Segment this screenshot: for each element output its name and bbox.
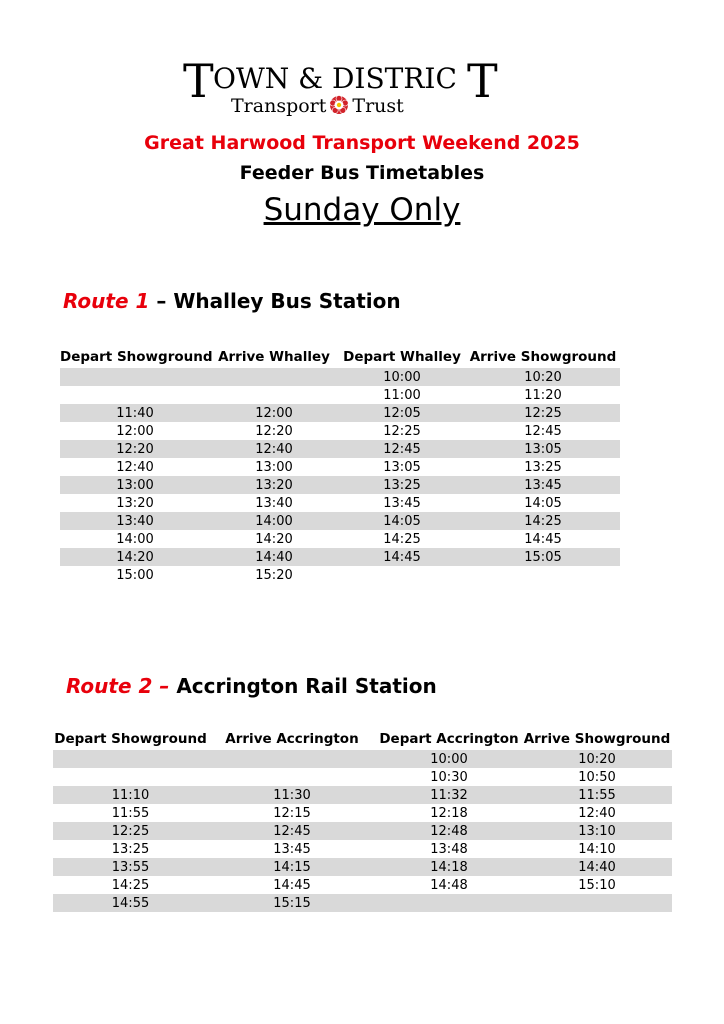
time-cell: 13:40	[60, 512, 210, 530]
time-cell: 13:45	[383, 495, 421, 511]
time-cell: 14:40	[522, 858, 672, 876]
column-header: Arrive Showground	[523, 731, 671, 747]
time-cell: 11:00	[383, 387, 421, 403]
time-cell: 12:18	[430, 805, 468, 821]
time-cell: 11:55	[111, 805, 150, 821]
time-cell: 14:25	[383, 531, 421, 547]
time-cell: 11:20	[524, 387, 562, 403]
logo-trust: Trust	[352, 95, 404, 117]
time-cell: 12:20	[60, 440, 210, 458]
time-cell: 11:10	[53, 786, 208, 804]
time-cell: 15:05	[466, 548, 620, 566]
time-cell: 15:15	[208, 894, 376, 912]
timetable-row	[53, 876, 672, 894]
time-cell: 14:15	[208, 858, 376, 876]
time-cell: 13:25	[111, 841, 150, 857]
logo-final: T	[467, 54, 498, 108]
timetable-row	[53, 804, 672, 822]
column-header: Depart Accrington	[379, 731, 519, 747]
time-cell	[210, 386, 338, 404]
time-cell: 13:00	[60, 476, 210, 494]
timetable-row	[60, 440, 620, 458]
time-cell: 14:18	[376, 858, 522, 876]
timetable-row	[60, 458, 620, 476]
time-cell: 12:20	[255, 423, 293, 439]
document-title: Feeder Bus Timetables	[239, 162, 485, 184]
time-cell: 12:45	[524, 423, 562, 439]
time-cell: 14:25	[111, 877, 150, 893]
timetable-row	[60, 548, 620, 566]
time-cell: 12:45	[338, 440, 466, 458]
time-cell: 13:25	[524, 459, 562, 475]
time-cell: 12:00	[210, 404, 338, 422]
time-cell	[208, 768, 376, 786]
time-cell: 11:40	[60, 404, 210, 422]
time-cell	[208, 750, 376, 768]
time-cell	[376, 894, 522, 912]
timetable-row	[53, 894, 672, 912]
time-cell: 11:55	[522, 786, 672, 804]
timetable-header-row	[53, 728, 672, 750]
time-cell: 15:20	[255, 567, 293, 583]
logo-transport: Transport	[231, 95, 327, 117]
time-cell: 14:00	[116, 531, 154, 547]
timetable-row	[53, 768, 672, 786]
time-cell: 14:48	[430, 877, 468, 893]
route-1-timetable	[60, 346, 620, 584]
time-cell: 12:00	[116, 423, 154, 439]
time-cell: 13:05	[466, 440, 620, 458]
time-cell: 14:05	[524, 495, 562, 511]
timetable-row	[53, 750, 672, 768]
column-header: Arrive Whalley	[218, 349, 330, 365]
time-cell: 14:40	[210, 548, 338, 566]
time-cell: 13:45	[466, 476, 620, 494]
timetable-row	[60, 404, 620, 422]
column-header: Depart Showground	[60, 349, 213, 365]
time-cell	[210, 368, 338, 386]
route-label: Route 1	[63, 289, 150, 313]
time-cell: 13:25	[338, 476, 466, 494]
time-cell: 11:30	[208, 786, 376, 804]
time-cell: 15:10	[578, 877, 616, 893]
time-cell: 12:40	[210, 440, 338, 458]
time-cell: 10:50	[578, 769, 616, 785]
time-cell: 13:40	[255, 495, 293, 511]
time-cell: 13:55	[53, 858, 208, 876]
route-2-heading	[66, 674, 437, 698]
route-1-heading	[63, 289, 401, 313]
day-title: Sunday Only	[263, 192, 461, 228]
logo-line2	[231, 94, 404, 121]
timetable-row	[60, 422, 620, 440]
time-cell: 14:45	[338, 548, 466, 566]
time-cell: 13:20	[210, 476, 338, 494]
time-cell: 10:20	[466, 368, 620, 386]
time-cell: 10:30	[430, 769, 468, 785]
route-destination: Accrington Rail Station	[176, 674, 437, 698]
time-cell	[522, 894, 672, 912]
time-cell: 12:40	[116, 459, 154, 475]
timetable-row	[53, 822, 672, 840]
time-cell: 12:05	[338, 404, 466, 422]
column-header: Arrive Showground	[469, 349, 617, 365]
time-cell: 10:00	[376, 750, 522, 768]
time-cell	[53, 750, 208, 768]
time-cell: 13:45	[273, 841, 311, 857]
tudor-rose-icon	[329, 95, 349, 121]
time-cell: 12:15	[273, 805, 311, 821]
time-cell: 10:00	[338, 368, 466, 386]
logo-line1: OWN & DISTRIC	[213, 62, 457, 95]
time-cell: 14:05	[338, 512, 466, 530]
route-destination: Whalley Bus Station	[173, 289, 401, 313]
timetable-row	[60, 476, 620, 494]
time-cell	[60, 368, 210, 386]
time-cell: 14:45	[273, 877, 311, 893]
timetable-row	[53, 840, 672, 858]
time-cell: 12:25	[53, 822, 208, 840]
time-cell: 14:10	[578, 841, 616, 857]
column-header: Depart Whalley	[343, 349, 461, 365]
timetable-header-row	[60, 346, 620, 368]
column-header: Depart Showground	[54, 731, 207, 747]
time-cell: 14:55	[53, 894, 208, 912]
logo-initial: T	[183, 54, 214, 108]
time-cell: 13:00	[255, 459, 293, 475]
time-cell: 12:40	[578, 805, 616, 821]
time-cell: 13:10	[522, 822, 672, 840]
time-cell: 11:32	[376, 786, 522, 804]
time-cell	[60, 386, 210, 404]
event-title: Great Harwood Transport Weekend 2025	[144, 132, 580, 154]
time-cell: 12:45	[208, 822, 376, 840]
timetable-row	[60, 386, 620, 404]
time-cell	[53, 768, 208, 786]
route-2-timetable	[53, 728, 672, 912]
time-cell: 13:05	[383, 459, 421, 475]
timetable-row	[53, 858, 672, 876]
time-cell: 13:48	[430, 841, 468, 857]
timetable-row	[60, 494, 620, 512]
time-cell	[466, 566, 620, 584]
column-header: Arrive Accrington	[225, 731, 359, 747]
timetable-row	[60, 368, 620, 386]
route-separator: –	[149, 289, 174, 313]
time-cell: 14:20	[60, 548, 210, 566]
town-district-logo	[183, 56, 499, 120]
time-cell: 13:20	[116, 495, 154, 511]
timetable-row	[60, 566, 620, 584]
time-cell	[338, 566, 466, 584]
timetable-row	[60, 530, 620, 548]
time-cell: 14:00	[210, 512, 338, 530]
time-cell: 14:25	[466, 512, 620, 530]
time-cell: 14:45	[524, 531, 562, 547]
time-cell: 10:20	[522, 750, 672, 768]
time-cell: 14:20	[255, 531, 293, 547]
timetable-row	[60, 512, 620, 530]
timetable-row	[53, 786, 672, 804]
time-cell: 15:00	[116, 567, 154, 583]
time-cell: 12:25	[466, 404, 620, 422]
time-cell: 12:25	[383, 423, 421, 439]
route-label: Route 2 –	[66, 674, 170, 698]
time-cell: 12:48	[376, 822, 522, 840]
